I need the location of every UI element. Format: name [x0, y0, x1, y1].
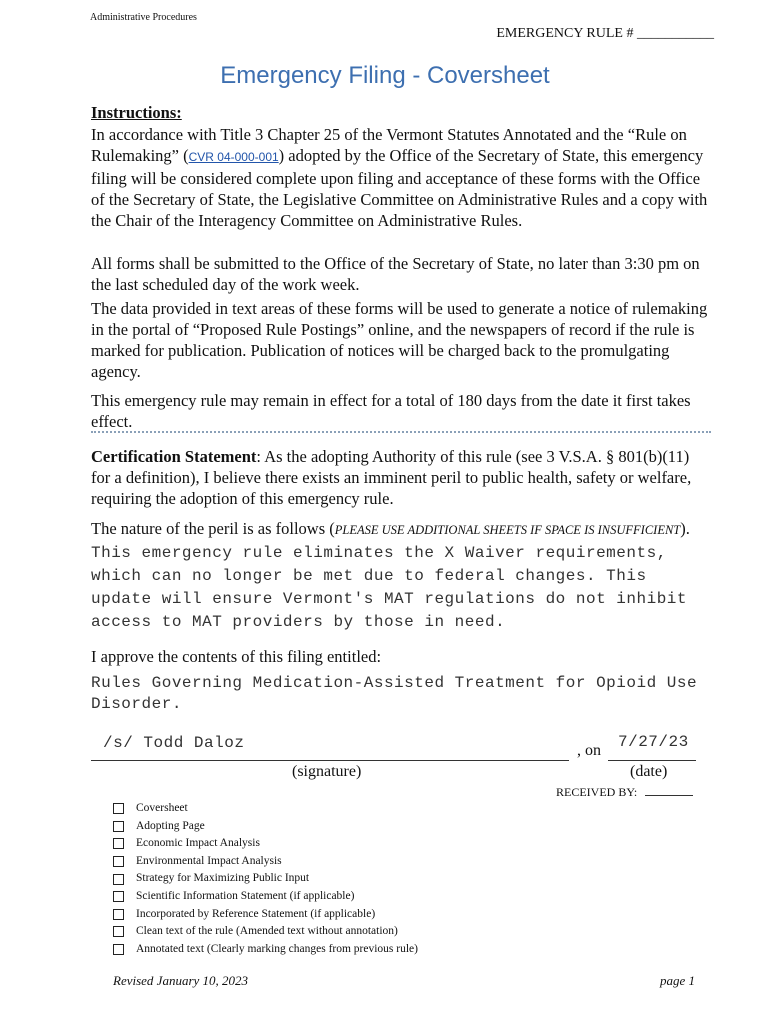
- checkbox-icon[interactable]: [113, 891, 124, 902]
- checklist-item-label: Coversheet: [136, 802, 188, 814]
- on-text: , on: [577, 742, 601, 759]
- instructions-paragraph-1: [91, 124, 711, 231]
- instructions-p1-before: In accordance with Title 3 Chapter 25 of the Vermont Statutes Annotated and the “Rule on Rulemaking” (: [91, 125, 687, 165]
- date-label: (date): [630, 763, 668, 780]
- certification-text: : As the adopting Authority of this rule (see 3 V.S.A. § 801(b)(11) for a definition), I believe there exists an imminent peril to public health, safety or welfare, requiring the adoption of this emergency rule.: [91, 447, 692, 508]
- date-input[interactable]: 7/27/23: [618, 733, 689, 751]
- checklist-item-label: Incorporated by Reference Statement (if applicable): [136, 907, 376, 920]
- checklist-item[interactable]: [113, 906, 418, 924]
- checklist-item[interactable]: [113, 853, 418, 871]
- received-by: [556, 785, 693, 800]
- checklist-item[interactable]: [113, 818, 418, 836]
- cvr-link[interactable]: CVR 04-000-001: [188, 150, 279, 164]
- peril-input[interactable]: This emergency rule eliminates the X Waiver requirements, which can no longer be met due to federal changes. This update will ensure Vermont's MAT regulations do not inhibit access to MAT providers by those in need.: [91, 544, 687, 631]
- footer-revised: Revised January 10, 2023: [113, 973, 249, 988]
- rule-title-input[interactable]: Rules Governing Medication-Assisted Treatment for Opioid Use Disorder.: [91, 674, 698, 713]
- checklist-item-label: Economic Impact Analysis: [136, 837, 260, 850]
- approval-text: I approve the contents of this filing entitled:: [91, 647, 382, 666]
- checkbox-icon[interactable]: [113, 838, 124, 849]
- signature-label: (signature): [292, 763, 362, 780]
- checklist-item-label: Adopting Page: [136, 819, 205, 832]
- peril-note: PLEASE USE ADDITIONAL SHEETS IF SPACE IS INSUFFICIENT: [334, 523, 681, 537]
- checklist-item-label: Strategy for Maximizing Public Input: [136, 872, 310, 885]
- peril-section: [91, 518, 711, 633]
- instructions-paragraph-3: The data provided in text areas of these forms will be used to generate a notice of rulemaking in the portal of “Proposed Rule Postings” online, and the newspapers of record if the rule is marked for publication. Publication of notices will be charged back to the promulgating agency.: [91, 299, 708, 381]
- checklist-item-label: Scientific Information Statement (if applicable): [136, 889, 355, 902]
- instructions-p1-after: ) adopted by the Office of the Secretary of State, this emergency filing will be considered complete upon filing and acceptance of these forms with the Office of the Secretary of State, the Legislative Committee on Administrative Rules and a copy with the Chair of the Interagency Committee on Administrative Rules.: [91, 146, 708, 230]
- checkbox-icon[interactable]: [113, 874, 124, 885]
- received-by-label: RECEIVED BY:: [556, 785, 638, 799]
- signature-line: [91, 760, 569, 761]
- section-divider: [91, 431, 711, 439]
- page-title: Emergency Filing - Coversheet: [220, 62, 550, 89]
- date-line: [608, 760, 696, 761]
- peril-lead: The nature of the peril is as follows (: [91, 519, 335, 538]
- checkbox-icon[interactable]: [113, 926, 124, 937]
- checkbox-icon[interactable]: [113, 821, 124, 832]
- checklist-item[interactable]: [113, 888, 418, 906]
- footer-page-number: page 1: [659, 973, 695, 988]
- checkbox-icon[interactable]: [113, 909, 124, 920]
- instructions-heading: Instructions:: [91, 103, 182, 122]
- document-checklist: [113, 800, 418, 958]
- checklist-item[interactable]: [113, 835, 418, 853]
- checklist-item-label: Clean text of the rule (Amended text without annotation): [136, 925, 398, 938]
- instructions-paragraph-4: This emergency rule may remain in effect for a total of 180 days from the date it first takes effect.: [91, 391, 691, 431]
- checkbox-icon[interactable]: [113, 944, 124, 955]
- checklist-item[interactable]: [113, 923, 418, 941]
- signature-input[interactable]: /s/ Todd Daloz: [103, 734, 245, 752]
- header-section-label: Administrative Procedures: [90, 12, 197, 23]
- checkbox-icon[interactable]: [113, 803, 124, 814]
- emergency-rule-number: EMERGENCY RULE # ___________: [496, 26, 714, 41]
- peril-close: ).: [680, 519, 690, 538]
- certification-heading: Certification Statement: [91, 447, 257, 466]
- instructions-paragraph-2: All forms shall be submitted to the Office of the Secretary of State, no later than 3:30 pm on the last scheduled day of the work week.: [91, 254, 700, 294]
- checklist-item[interactable]: [113, 941, 418, 959]
- checklist-item-label: Annotated text (Clearly marking changes from previous rule): [136, 942, 418, 955]
- checkbox-icon[interactable]: [113, 856, 124, 867]
- checklist-item[interactable]: [113, 800, 418, 818]
- checklist-item[interactable]: [113, 870, 418, 888]
- certification-statement: [91, 446, 711, 509]
- checklist-item-label: Environmental Impact Analysis: [136, 854, 282, 867]
- received-by-blank: [645, 795, 693, 796]
